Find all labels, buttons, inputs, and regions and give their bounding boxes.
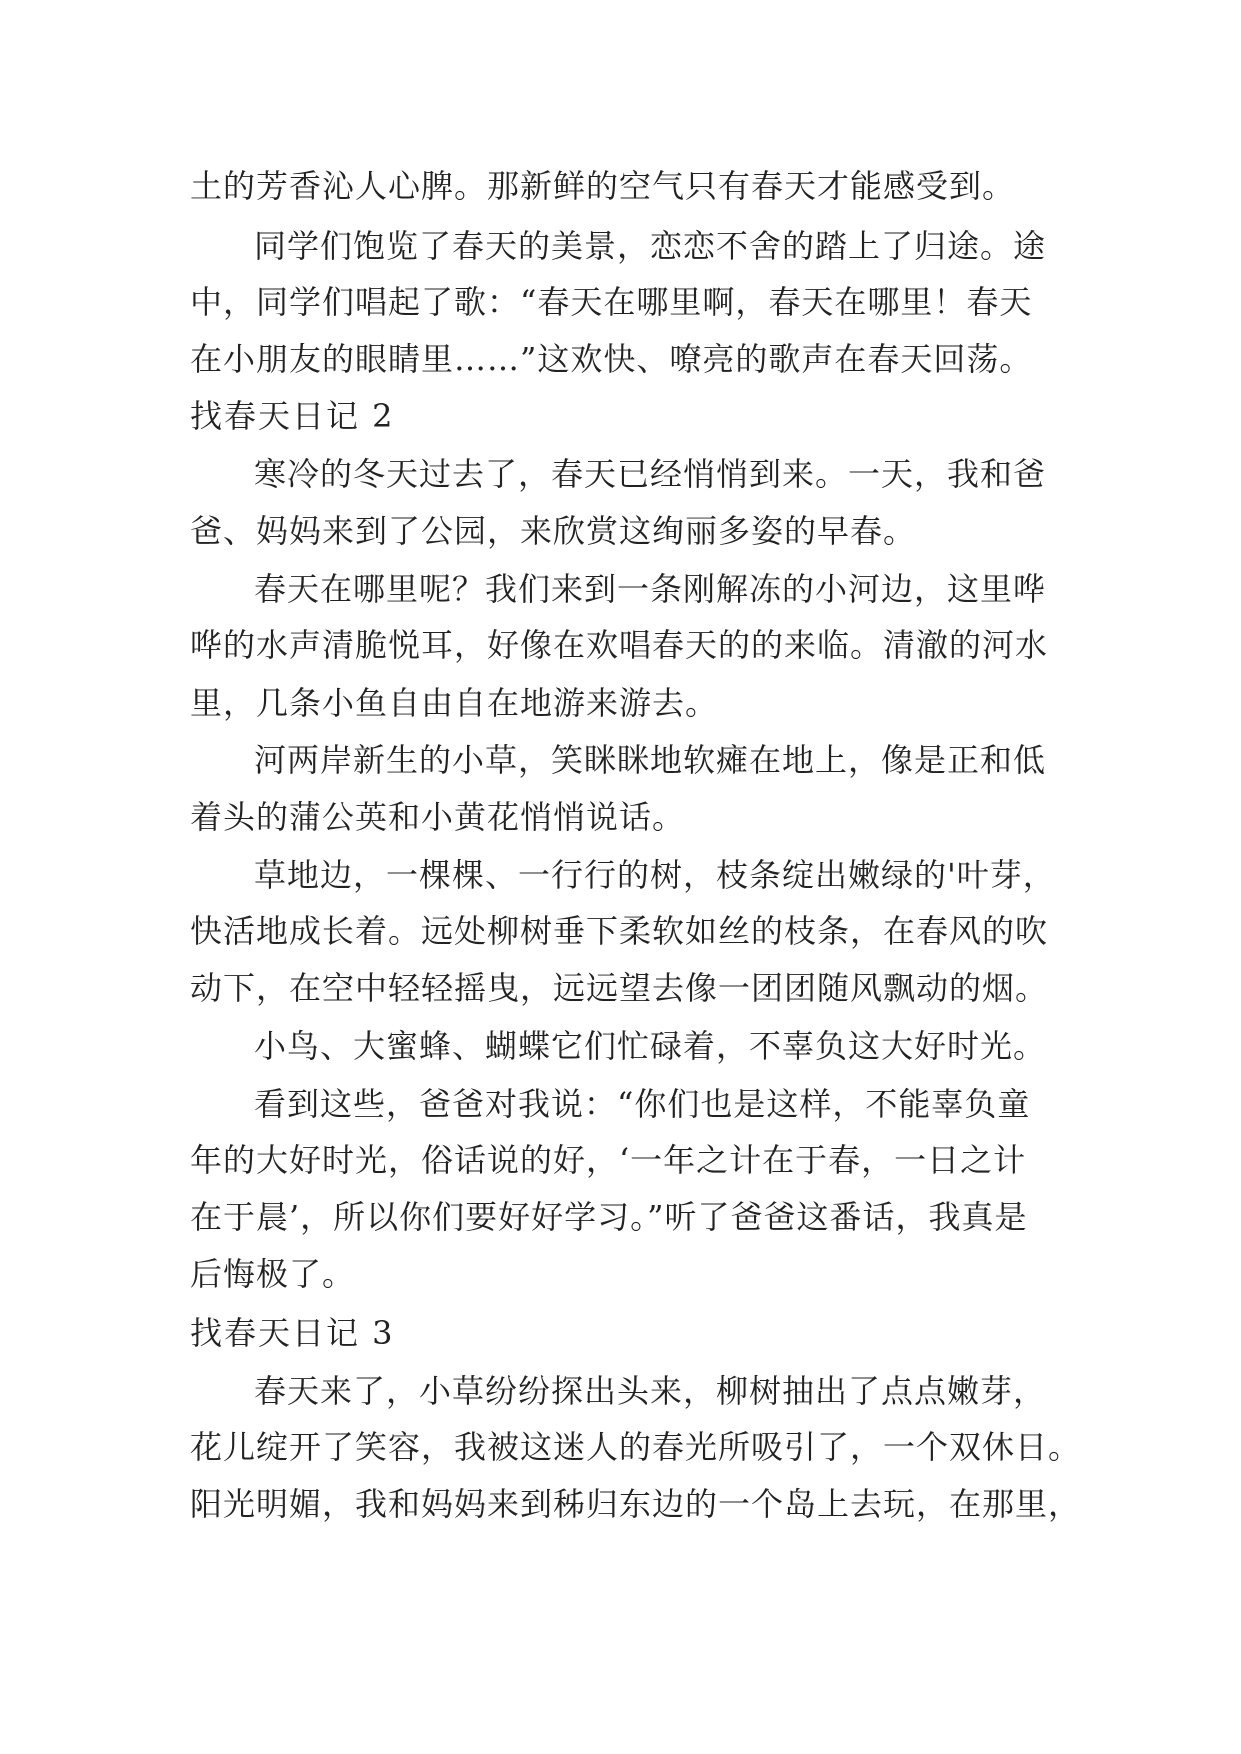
paragraph-line: 中，同学们唱起了歌：“春天在哪里啊，春天在哪里！春天	[190, 283, 1033, 321]
paragraph-line: 春天来了，小草纷纷探出头来，柳树抽出了点点嫩芽，	[254, 1372, 1047, 1410]
paragraph-line: 土的芳香沁人心脾。那新鲜的空气只有春天才能感受到。	[190, 167, 1016, 205]
paragraph-line: 在于晨’，所以你们要好好学习。”听了爸爸这番话，我真是	[190, 1198, 1028, 1236]
section-heading: 找春天日记 2	[190, 397, 395, 435]
paragraph-line: 同学们饱览了春天的美景，恋恋不舍的踏上了归途。途	[254, 227, 1047, 265]
paragraph-line: 年的大好时光，俗话说的好，‘一年之计在于春，一日之计	[190, 1141, 1027, 1179]
paragraph-line: 着头的蒲公英和小黄花悄悄说话。	[190, 798, 686, 836]
section-heading: 找春天日记 3	[190, 1314, 395, 1352]
paragraph-line: 草地边，一棵棵、一行行的树，枝条绽出嫩绿的'叶芽，	[254, 856, 1056, 894]
paragraph-line: 寒冷的冬天过去了，春天已经悄悄到来。一天，我和爸	[254, 455, 1047, 493]
paragraph-line: 后悔极了。	[190, 1255, 356, 1293]
paragraph-line: 快活地成长着。远处柳树垂下柔软如丝的枝条，在春风的吹	[190, 912, 1049, 950]
paragraph-line: 爸、妈妈来到了公园，来欣赏这绚丽多姿的早春。	[190, 512, 917, 550]
paragraph-line: 里，几条小鱼自由自在地游来游去。	[190, 684, 719, 722]
paragraph-line: 哗的水声清脆悦耳，好像在欢唱春天的的来临。清澈的河水	[190, 626, 1049, 664]
paragraph-line: 看到这些，爸爸对我说：“你们也是这样，不能辜负童	[254, 1085, 1031, 1123]
paragraph-line: 在小朋友的眼睛里……”这欢快、嘹亮的歌声在春天回荡。	[190, 340, 1033, 378]
paragraph-line: 河两岸新生的小草，笑眯眯地软瘫在地上，像是正和低	[254, 741, 1047, 779]
paragraph-line: 春天在哪里呢？我们来到一条刚解冻的小河边，这里哗	[254, 570, 1047, 608]
paragraph-line: 阳光明媚，我和妈妈来到秭归东边的一个岛上去玩，在那里，	[190, 1485, 1082, 1523]
paragraph-line: 花儿绽开了笑容，我被这迷人的春光所吸引了，一个双休日。	[190, 1428, 1082, 1466]
paragraph-line: 小鸟、大蜜蜂、蝴蝶它们忙碌着，不辜负这大好时光。	[254, 1027, 1047, 1065]
paragraph-line: 动下，在空中轻轻摇曳，远远望去像一团团随风飘动的烟。	[190, 969, 1049, 1007]
